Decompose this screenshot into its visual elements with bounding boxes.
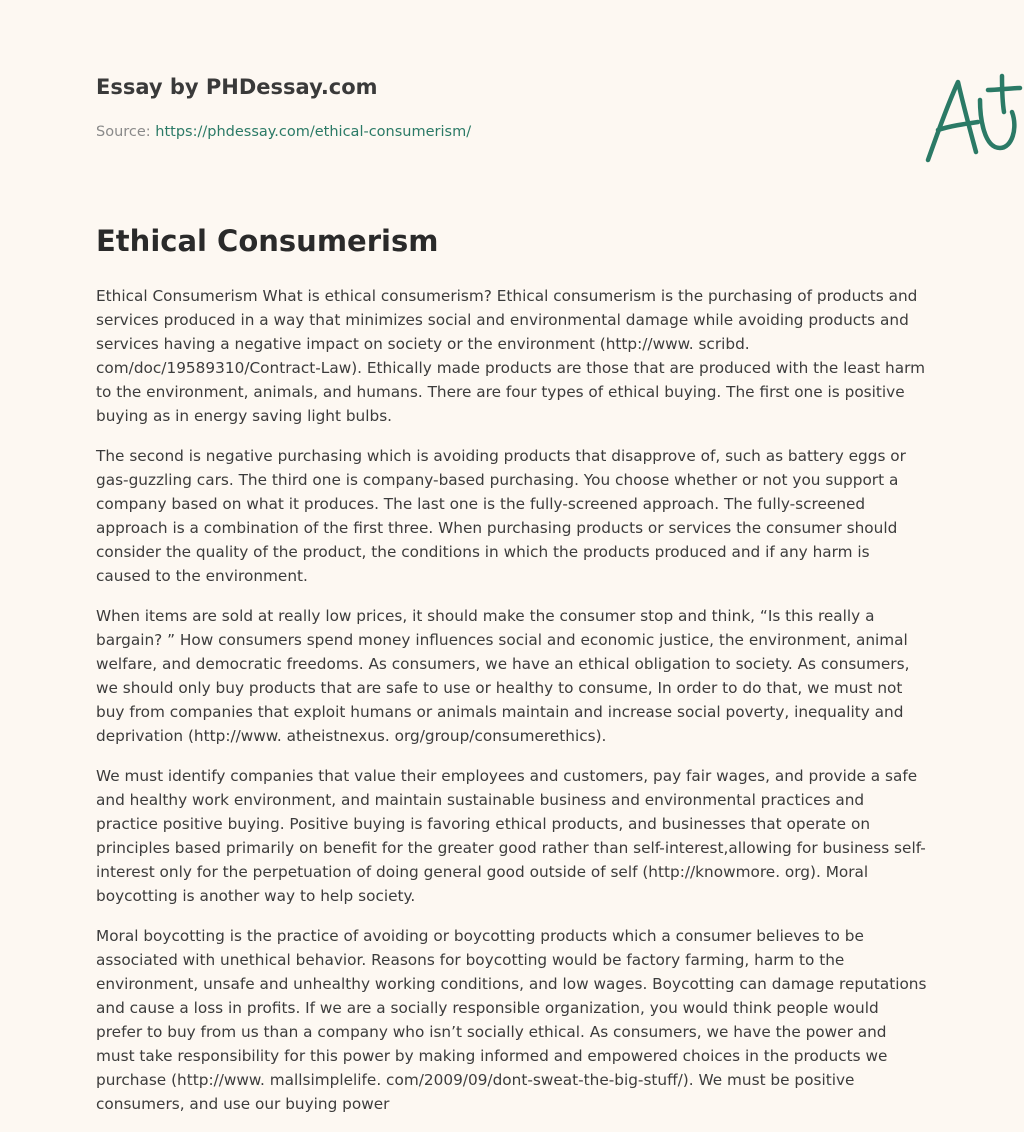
essay-body: [96, 284, 928, 1132]
essay-paragraph: We must identify companies that value their employees and customers, pay fair wages, and provide a safe and healthy work environment, and maintain sustainable business and environmental practices and practice positive buying. Positive buying is favoring ethical products, and businesses that operate on principles based primarily on benefit for the greater good rather than self-interest,allowing for business self-interest only for the perpetuation of doing general good outside of self (http://knowmore. org). Moral boycotting is another way to help society.: [96, 767, 926, 905]
source-label: Source:: [96, 124, 156, 140]
source-link[interactable]: https://phdessay.com/ethical-consumerism/: [155, 124, 472, 140]
source-line: [96, 124, 471, 140]
brand-title: Essay by PHDessay.com: [96, 75, 378, 99]
essay-paragraph: Ethical Consumerism What is ethical consumerism? Ethical consumerism is the purchasing of products and services produced in a way that minimizes social and environmental damage while avoiding products and services having a negative impact on society or the environment (http://www. scribd. com/doc/19589310/Contract-Law). Ethically made products are those that are produced with the least harm to the environment, animals, and humans. There are four types of ethical buying. The first one is positive buying as in energy saving light bulbs.: [96, 287, 926, 425]
essay-paragraph: When items are sold at really low prices, it should make the consumer stop and think, “Is this really a bargain? ” How consumers spend money influences social and economic justice, the environment, animal welfare, and democratic freedoms. As consumers, we have an ethical obligation to society. As consumers, we should only buy products that are safe to use or healthy to consume, In order to do that, we must not buy from companies that exploit humans or animals maintain and increase social poverty, inequality and deprivation (http://www. atheistnexus. org/group/consumerethics).: [96, 607, 910, 745]
essay-paragraph: Moral boycotting is the practice of avoiding or boycotting products which a consumer believes to be associated with unethical behavior. Reasons for boycotting would be factory farming, harm to the environment, unsafe and unhealthy working conditions, and low wages. Boycotting can damage reputations and cause a loss in profits. If we are a socially responsible organization, you would think people would prefer to buy from us than a company who isn’t socially ethical. As consumers, we have the power and must take responsibility for this power by making informed and empowered choices in the products we purchase (http://www. mallsimplelife. com/2009/09/dont-sweat-the-big-stuff/). We must be positive consumers, and use our buying power: [96, 927, 927, 1113]
essay-paragraph: The second is negative purchasing which is avoiding products that disapprove of, such as battery eggs or gas-guzzling cars. The third one is company-based purchasing. You choose whether or not you support a company based on what it produces. The last one is the fully-screened approach. The fully-screened approach is a combination of the first three. When purchasing products or services the consumer should consider the quality of the product, the conditions in which the products produced and if any harm is caused to the environment.: [96, 447, 906, 585]
a-plus-logo-icon: [916, 68, 1024, 168]
essay-title: Ethical Consumerism: [96, 224, 439, 258]
